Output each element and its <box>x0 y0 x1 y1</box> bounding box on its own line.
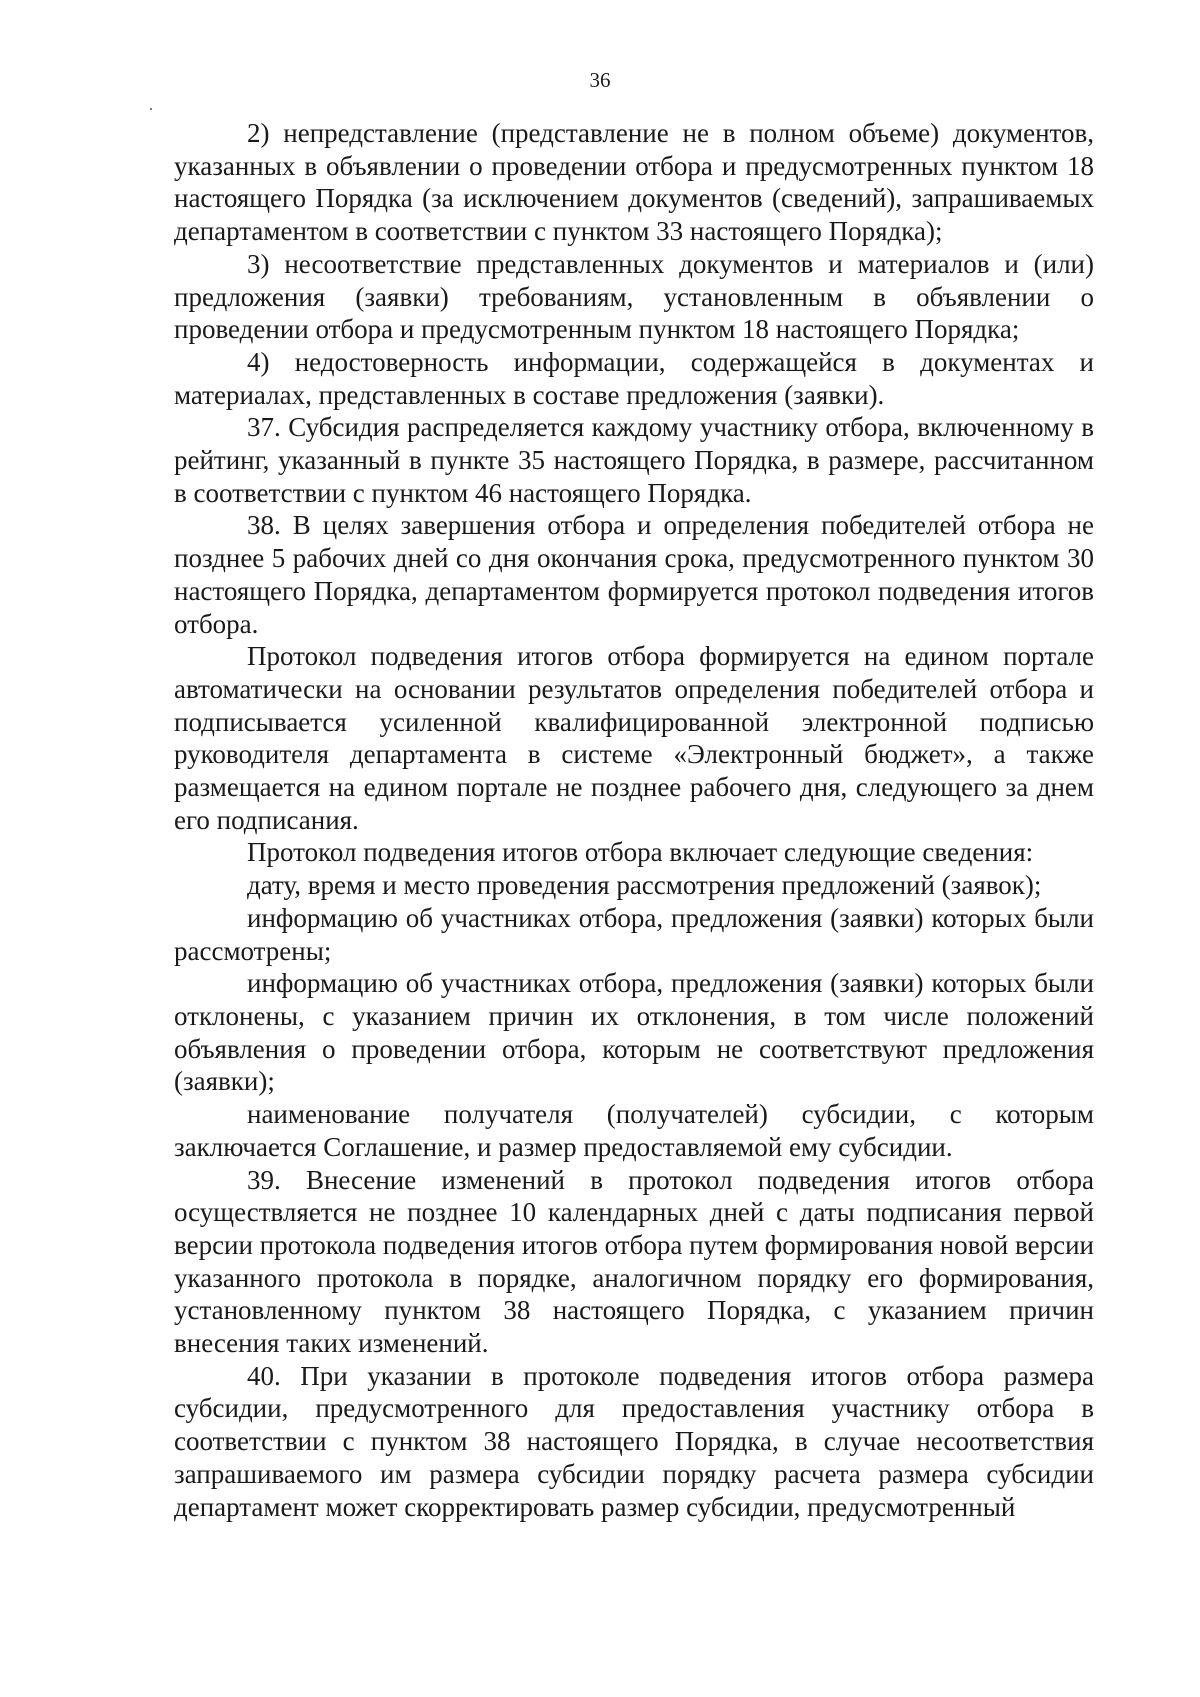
paragraph: 38. В целях завершения отбора и определения победителей отбора не позднее 5 рабочих дней со дня окончания срока, предусмотренного пунктом 30 настоящего Порядка, департаментом формируется протокол подведения итогов отбора. <box>174 510 1094 639</box>
paragraph: Протокол подведения итогов отбора формируется на едином портале автоматически на основании результатов определения победителей отбора и подписывается усиленной квалифицированной электронной подписью руководителя департамента в системе «Электронный бюджет», а также размещается на едином портале не позднее рабочего дня, следующего за днем его подписания. <box>174 641 1094 835</box>
scan-artifact <box>150 108 152 110</box>
document-body <box>174 117 1094 1523</box>
paragraph: 4) недостоверность информации, содержащейся в документах и материалах, представленных в составе предложения (заявки). <box>174 346 1094 410</box>
paragraph: 2) непредставление (представление не в полном объеме) документов, указанных в объявлении о проведении отбора и предусмотренных пунктом 18 настоящего Порядка (за исключением документов (сведений), запрашиваемых департаментом в соответствии с пунктом 33 настоящего Порядка); <box>174 118 1094 247</box>
paragraph: дату, время и место проведения рассмотрения предложений (заявок); <box>247 870 1042 901</box>
paragraph: 37. Субсидия распределяется каждому участнику отбора, включенному в рейтинг, указанный в пункте 35 настоящего Порядка, в размере, рассчитанном в соответствии с пунктом 46 настоящего Порядка. <box>174 412 1094 508</box>
page-number: 36 <box>589 68 611 92</box>
paragraph: информацию об участниках отбора, предложения (заявки) которых были отклонены, с указанием причин их отклонения, в том числе положений объявления о проведении отбора, которым не соответствуют предложения (заявки); <box>174 968 1094 1097</box>
paragraph: 40. При указании в протоколе подведения итогов отбора размера субсидии, предусмотренного для предоставления участнику отбора в соответствии с пунктом 38 настоящего Порядка, в случае несоответствия запрашиваемого им размера субсидии порядку расчета размера субсидии департамент может скорректировать размер субсидии, предусмотренный <box>174 1360 1094 1522</box>
paragraph: наименование получателя (получателей) субсидии, с которым заключается Соглашение, и размер предоставляемой ему субсидии. <box>174 1099 1094 1162</box>
paragraph: 3) несоответствие представленных документов и материалов и (или) предложения (заявки) требованиям, установленным в объявлении о проведении отбора и предусмотренным пунктом 18 настоящего Порядка; <box>174 248 1094 345</box>
paragraph: 39. Внесение изменений в протокол подведения итогов отбора осуществляется не позднее 10 календарных дней с даты подписания первой версии протокола подведения итогов отбора путем формирования новой версии указанного протокола в порядке, аналогичном порядку его формирования, установленному пунктом 38 настоящего Порядка, с указанием причин внесения таких изменений. <box>174 1164 1094 1359</box>
paragraph: информацию об участниках отбора, предложения (заявки) которых были рассмотрены; <box>174 902 1094 966</box>
paragraph: Протокол подведения итогов отбора включает следующие сведения: <box>247 837 1034 868</box>
